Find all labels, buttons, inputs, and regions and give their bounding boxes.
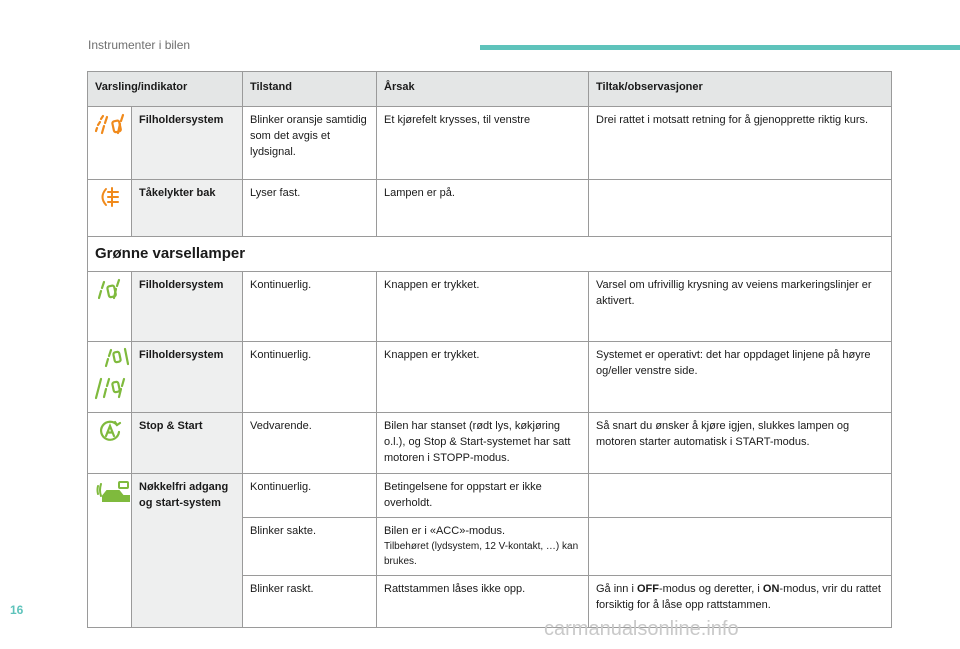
cause-line: Tilbehøret (lydsystem, 12 V-kontakt, …) kan brukes.	[384, 541, 579, 567]
system-name: Filholdersystem	[132, 271, 243, 341]
cause-text	[377, 518, 589, 576]
indicator-table	[87, 71, 892, 628]
action-part: -modus og deretter, i	[658, 583, 763, 596]
lane-departure-warning-orange-icon	[95, 113, 124, 137]
lane-keeping-green-icon	[95, 278, 124, 302]
state-text: Blinker sakte.	[243, 518, 377, 576]
col-header-cause: Årsak	[377, 72, 589, 107]
watermark-text: carmanualsonline.info	[544, 618, 739, 640]
state-text: Blinker raskt.	[243, 576, 377, 628]
action-text	[589, 180, 892, 237]
indicator-icon-cell	[88, 180, 132, 237]
state-text: Vedvarende.	[243, 412, 377, 473]
keyless-start-green-icon	[95, 480, 124, 504]
indicator-icon-cell	[88, 341, 132, 412]
system-name: Filholdersystem	[132, 341, 243, 412]
table-row	[88, 412, 892, 473]
indicator-icon-cell	[88, 412, 132, 473]
section-heading-green: Grønne varsellamper	[88, 237, 892, 272]
action-part: -modus, vrir du rattet forsiktig for å låse opp rattstammen.	[596, 583, 881, 612]
system-name: Tåkelykter bak	[132, 180, 243, 237]
table-row	[88, 107, 892, 180]
system-name: Filholdersystem	[132, 107, 243, 180]
stop-start-green-icon	[95, 419, 124, 443]
state-text: Kontinuerlig.	[243, 341, 377, 412]
page-header-title: Instrumenter i bilen	[88, 38, 191, 52]
state-text: Blinker oransje samtidig som det avgis et lydsignal.	[243, 107, 377, 180]
off-mode-label: OFF	[636, 583, 659, 596]
cause-text: Knappen er trykket.	[377, 271, 589, 341]
cause-text: Bilen har stanset (rødt lys, køkjøring o.l.), og Stop & Start-systemet har satt motoren i STOPP-modus.	[377, 412, 589, 473]
action-text: Drei rattet i motsatt retning for å gjenopprette riktig kurs.	[589, 107, 892, 180]
section-row	[88, 237, 892, 272]
col-header-action: Tiltak/observasjoner	[589, 72, 892, 107]
state-text: Kontinuerlig.	[243, 271, 377, 341]
table-row	[88, 341, 892, 412]
col-header-indicator: Varsling/indikator	[88, 72, 243, 107]
cause-line: Bilen er i «ACC»-modus.	[384, 525, 506, 538]
system-name: Nøkkelfri adgang og start-system	[132, 473, 243, 628]
table-row	[88, 473, 892, 518]
table-row	[88, 180, 892, 237]
cause-text: Lampen er på.	[377, 180, 589, 237]
action-part: Gå inn i	[596, 583, 637, 596]
action-text: Så snart du ønsker å kjøre igjen, slukkes lampen og motoren starter automatisk i START-modus.	[589, 412, 892, 473]
cause-text: Rattstammen låses ikke opp.	[377, 576, 589, 628]
action-text: Varsel om ufrivillig krysning av veiens markeringslinjer er aktivert.	[589, 271, 892, 341]
cause-text: Et kjørefelt krysses, til venstre	[377, 107, 589, 180]
table-row	[88, 271, 892, 341]
action-text	[589, 518, 892, 576]
table-header-row	[88, 72, 892, 107]
action-text: Systemet er operativt: det har oppdaget linjene på høyre og/eller venstre side.	[589, 341, 892, 412]
state-text: Kontinuerlig.	[243, 473, 377, 518]
system-name: Stop & Start	[132, 412, 243, 473]
action-text	[589, 473, 892, 518]
col-header-state: Tilstand	[243, 72, 377, 107]
indicator-icon-cell	[88, 107, 132, 180]
lane-keeping-lines-green-icon	[95, 346, 124, 402]
indicator-icon-cell	[88, 271, 132, 341]
header-accent-bar	[480, 45, 960, 50]
rear-fog-light-icon	[95, 186, 124, 208]
indicator-icon-cell	[88, 473, 132, 628]
on-mode-label: ON	[762, 583, 780, 596]
cause-text: Knappen er trykket.	[377, 341, 589, 412]
cause-text: Betingelsene for oppstart er ikke overholdt.	[377, 473, 589, 518]
page-number: 16	[10, 603, 24, 617]
state-text: Lyser fast.	[243, 180, 377, 237]
